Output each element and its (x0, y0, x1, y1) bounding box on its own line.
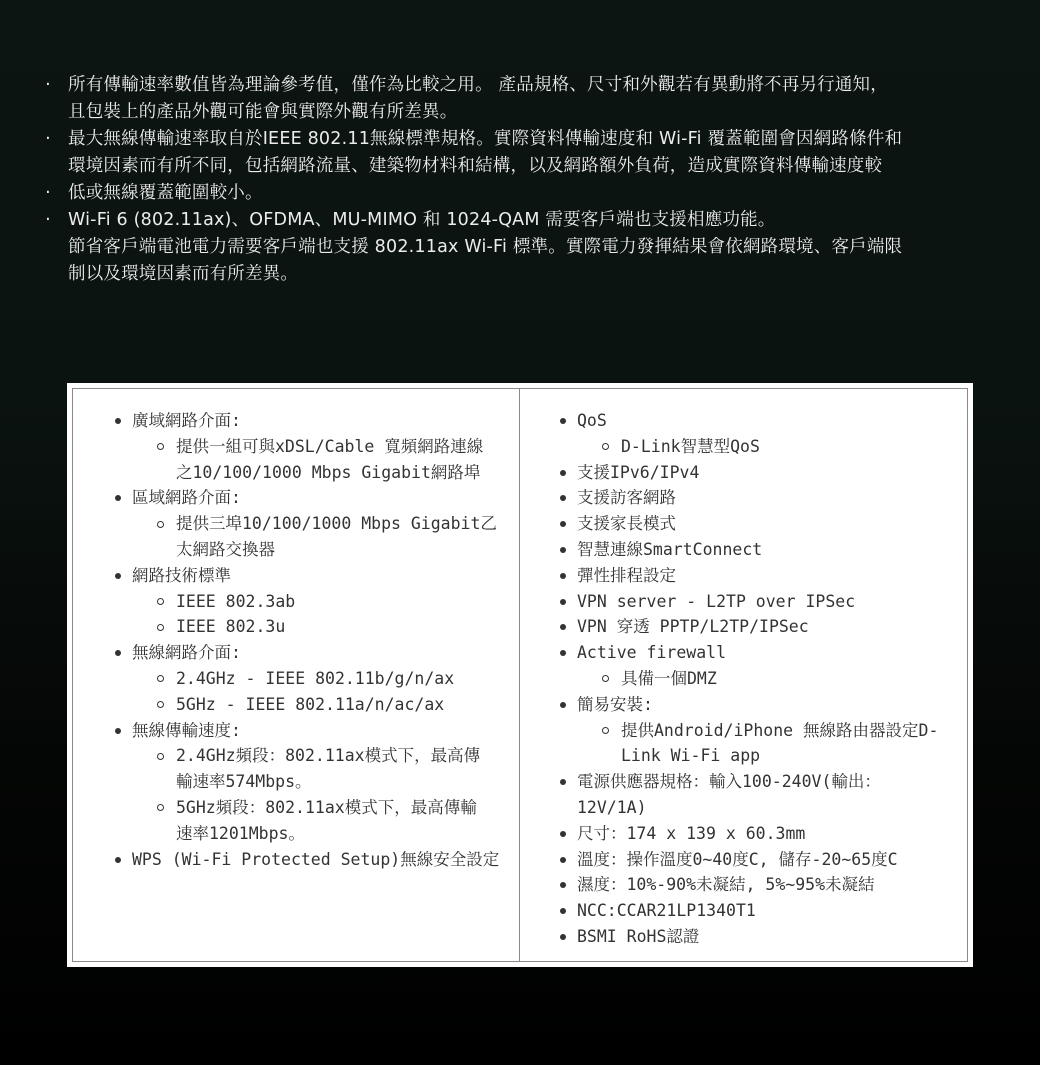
spec-item-text: 2.4GHz頻段：802.11ax模式下，最高傳 (176, 746, 481, 766)
spec-table (67, 383, 973, 967)
spec-item-text: 12V/1A) (577, 797, 647, 817)
spec-list-left (113, 408, 513, 872)
spec-item (113, 640, 513, 666)
spec-item-text: IEEE 802.3ab (176, 591, 296, 611)
spec-item-text: 5GHz - IEEE 802.11a/n/ac/ax (176, 694, 445, 714)
note-line: 所有傳輸速率數值皆為理論參考值，僅作為比較之用。 產品規格、尺寸和外觀若有異動將不再另行通知， (68, 75, 888, 95)
note-line: Wi-Fi 6 (802.11ax)、OFDMA、MU-MIMO 和 1024-QAM 需要客戶端也支援相應功能。 (68, 210, 776, 230)
spec-item (558, 563, 958, 589)
spec-sub-item (113, 795, 513, 847)
spec-item-text: 太網路交換器 (176, 539, 275, 559)
bullet-dot-icon: · (45, 183, 51, 203)
disclaimer-notes (38, 72, 1013, 288)
spec-item-text: 輸速率574Mbps。 (176, 772, 312, 792)
spec-sub-item (113, 511, 513, 563)
spec-item (558, 872, 958, 898)
spec-item-text: VPN 穿透 PPTP/L2TP/IPSec (577, 617, 809, 637)
spec-sub-item (558, 434, 958, 460)
note-line: 最大無線傳輸速率取自於IEEE 802.11無線標準規格。實際資料傳輸速度和 Wi-Fi 覆蓋範圍會因網路條件和 (68, 129, 903, 149)
spec-item (558, 511, 958, 537)
note-item (38, 180, 1013, 207)
spec-sub-item (113, 743, 513, 795)
bullet-dot-icon: · (45, 75, 51, 95)
spec-item-text: 電源供應器規格：輸入100-240V(輸出： (577, 772, 881, 792)
spec-item-text: 無線傳輸速度: (132, 720, 241, 740)
spec-item (558, 847, 958, 873)
spec-item-text: VPN server - L2TP over IPSec (577, 591, 856, 611)
spec-item-text: 彈性排程設定 (577, 565, 676, 585)
spec-item-text: 濕度：10%-90%未凝結, 5%~95%未凝結 (577, 875, 875, 895)
spec-item-text: 尺寸：174 x 139 x 60.3mm (577, 823, 806, 843)
spec-sub-item (113, 692, 513, 718)
spec-item (558, 821, 958, 847)
spec-item (113, 485, 513, 511)
spec-item-text: 支援訪客網路 (577, 488, 676, 508)
spec-item (558, 485, 958, 511)
spec-column-left (73, 389, 520, 961)
spec-item-text: 網路技術標準 (132, 565, 231, 585)
spec-table-border (72, 388, 968, 962)
spec-sub-item (113, 666, 513, 692)
spec-item-text: 支援IPv6/IPv4 (577, 462, 700, 482)
spec-item-text: 2.4GHz - IEEE 802.11b/g/n/ax (176, 668, 455, 688)
spec-item (558, 408, 958, 434)
note-item (38, 72, 1013, 126)
spec-item-text: 之10/100/1000 Mbps Gigabit網路埠 (176, 462, 481, 482)
spec-item (558, 769, 958, 821)
spec-item-text: 無線網路介面: (132, 643, 241, 663)
spec-item (558, 692, 958, 718)
spec-item (558, 640, 958, 666)
note-item (38, 207, 1013, 288)
spec-item-text: 區域網路介面: (132, 488, 241, 508)
spec-item-text: 提供一組可與xDSL/Cable 寬頻網路連線 (176, 436, 484, 456)
spec-item-text: 速率1201Mbps。 (176, 823, 305, 843)
spec-sub-item (113, 614, 513, 640)
note-line: 且包裝上的產品外觀可能會與實際外觀有所差異。 (68, 102, 458, 122)
spec-item (558, 924, 958, 950)
bullet-dot-icon: · (45, 129, 51, 149)
spec-item-text: NCC:CCAR21LP1340T1 (577, 901, 756, 921)
spec-sub-item (558, 666, 958, 692)
bullet-dot-icon: · (45, 210, 51, 230)
spec-sub-item (558, 718, 958, 770)
spec-item (113, 847, 513, 873)
spec-sub-item (113, 589, 513, 615)
spec-item-text: 支援家長模式 (577, 514, 676, 534)
spec-item-text: QoS (577, 411, 607, 430)
spec-item-text: 廣域網路介面: (132, 411, 241, 430)
spec-sub-item (113, 434, 513, 486)
spec-item-text: 智慧連線SmartConnect (577, 539, 763, 559)
spec-item-text: D-Link智慧型QoS (621, 436, 760, 456)
spec-item-text: Active firewall (577, 643, 727, 663)
spec-item-text: Link Wi-Fi app (621, 746, 761, 766)
spec-item (558, 898, 958, 924)
spec-item (113, 563, 513, 589)
spec-item (113, 408, 513, 434)
note-line: 制以及環境因素而有所差異。 (68, 264, 299, 284)
spec-item-text: 具備一個DMZ (621, 668, 717, 688)
note-item (38, 126, 1013, 180)
note-line: 環境因素而有所不同，包括網路流量、建築物材料和結構，以及網路額外負荷，造成實際資料傳輸速度較 (68, 156, 883, 176)
spec-item-text: 5GHz頻段：802.11ax模式下，最高傳輸 (176, 797, 477, 817)
spec-item (113, 718, 513, 744)
spec-item-text: BSMI RoHS認證 (577, 926, 700, 946)
spec-item (558, 537, 958, 563)
spec-item-text: 溫度：操作溫度0~40度C, 儲存-20~65度C (577, 849, 898, 869)
spec-item (558, 589, 958, 615)
note-line: 節省客戶端電池電力需要客戶端也支援 802.11ax Wi-Fi 標準。實際電力發揮結果會依網路環境、客戶端限 (68, 237, 903, 257)
spec-item-text: 簡易安裝: (577, 694, 653, 714)
spec-item-text: IEEE 802.3u (176, 617, 286, 637)
spec-item (558, 460, 958, 486)
spec-item-text: 提供三埠10/100/1000 Mbps Gigabit乙 (176, 514, 497, 534)
note-line: 低或無線覆蓋範圍較小。 (68, 183, 263, 203)
spec-item-text: 提供Android/iPhone 無線路由器設定D- (621, 720, 939, 740)
spec-column-right (520, 389, 967, 961)
spec-item-text: WPS (Wi-Fi Protected Setup)無線安全設定 (132, 849, 500, 869)
spec-list-right (558, 408, 958, 950)
spec-item (558, 614, 958, 640)
